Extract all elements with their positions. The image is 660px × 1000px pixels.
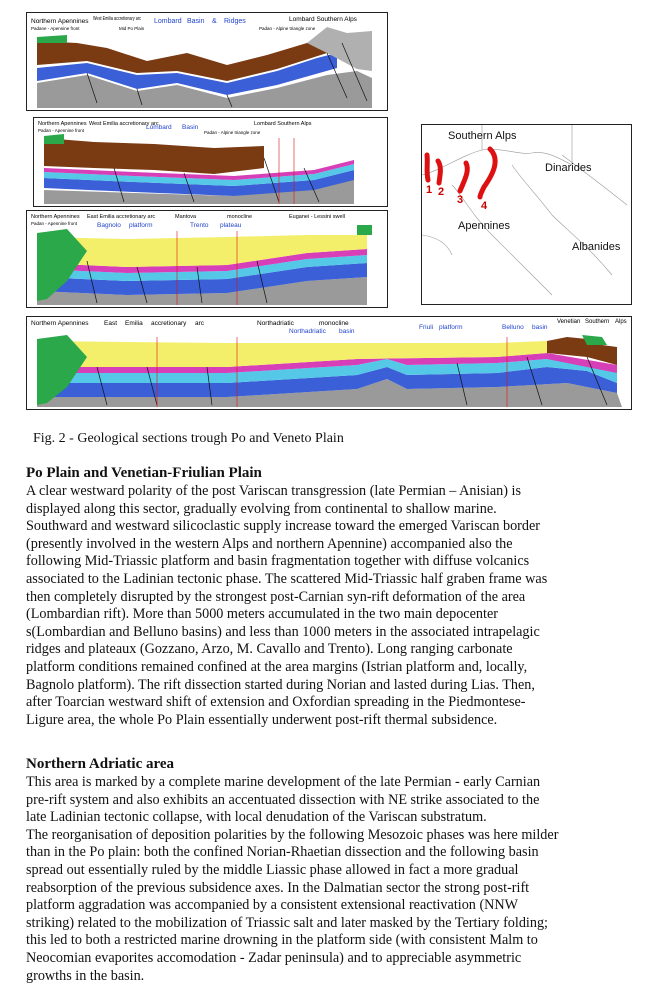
text-line: ridges and plateaux (Gozzano, Arzo, M. Cavallo and Trento). Long ranging carbonate bbox=[26, 641, 513, 658]
section1-label-5: Ridges bbox=[224, 18, 246, 25]
section1-label-1: West Emilia accretionary arc bbox=[93, 16, 142, 22]
section3-label-3: monocline bbox=[227, 214, 253, 220]
section3-label-4: Euganei - Lessini swell bbox=[289, 214, 345, 220]
section1-label-8: Mid Po Plain bbox=[119, 26, 145, 31]
map-section-number-4: 4 bbox=[481, 200, 488, 212]
map-section-number-1: 1 bbox=[426, 184, 433, 196]
section4-label-11: Belluno bbox=[502, 324, 524, 331]
section4-label-7: Northadriatic bbox=[289, 328, 326, 335]
adriatic-heading: Northern Adriatic area bbox=[26, 756, 175, 772]
text-line: Bagnolo platform). The rift dissection started during Norian and lasted during Lias. Then, bbox=[26, 676, 535, 693]
section4-label-1: East bbox=[104, 320, 118, 327]
section4-label-10: platform bbox=[439, 324, 463, 331]
map-section-number-2: 2 bbox=[438, 186, 445, 198]
section4-label-3: accretionary bbox=[151, 320, 187, 327]
section1-label-2: Lombard bbox=[154, 18, 182, 25]
geological-section-1 bbox=[26, 12, 388, 111]
section4-label-15: Alps bbox=[615, 319, 627, 325]
text-line: platform conditions remained confined at the area margins (Istrian platform and, locally, bbox=[26, 658, 528, 675]
section4-label-2: Emilia bbox=[125, 320, 143, 327]
section1-label-3: Basin bbox=[187, 18, 205, 25]
section1-label-0: Northern Apennines bbox=[31, 18, 89, 25]
section3-label-9: Padan - Apennine front bbox=[31, 221, 78, 226]
section2-label-6: Padan - Alpine triangle zone bbox=[204, 130, 261, 135]
text-line: striking) related to the mobilization of Triassic salt and later masked by the Tertiary folding; bbox=[26, 914, 548, 931]
section4-label-9: Friuli bbox=[419, 324, 434, 331]
text-line: associated to the Ladinian tectonic phase. The scattered Mid-Triassic half graben frame was bbox=[26, 570, 548, 587]
text-line: spread out essentially ruled by the middle Liassic phase allowed in fact a more gradual bbox=[26, 861, 519, 878]
section1-label-4: & bbox=[212, 18, 217, 25]
section2-label-2: Lombard bbox=[146, 124, 172, 131]
section3-label-7: Trento bbox=[190, 222, 209, 229]
text-line: A clear westward polarity of the post Variscan transgression (late Permian – Anisian) is bbox=[26, 483, 521, 499]
text-line: then completely disrupted by the strongest post-Carnian syn-rift deformation of the area bbox=[26, 588, 526, 605]
section4-label-14: Southern bbox=[585, 319, 610, 325]
location-map bbox=[421, 124, 632, 305]
geological-section-4 bbox=[26, 316, 632, 410]
text-line: displayed along this sector, gradually evolving from continental to shallow marine. bbox=[26, 500, 497, 517]
map-region-southern-alps: Southern Alps bbox=[448, 130, 517, 142]
po-plain-heading: Po Plain and Venetian-Friulian Plain bbox=[26, 465, 262, 481]
section4-label-12: basin bbox=[532, 324, 548, 331]
section4-label-0: Northern Apennines bbox=[31, 320, 89, 327]
text-line: This area is marked by a complete marine development of the late Permian - early Carnian bbox=[26, 774, 541, 790]
section4-label-8: basin bbox=[339, 328, 355, 335]
text-line: Neocomian evaporites accomodation - Zadar peninsula) and to appreciable asymmetric bbox=[26, 949, 522, 966]
geological-section-2 bbox=[33, 117, 388, 207]
text-line: Ligure area, the whole Po Plain essentially underwent post-rift thermal subsidence. bbox=[26, 711, 498, 728]
section2-label-5: Padan - Apennine front bbox=[38, 128, 85, 133]
section4-label-6: monocline bbox=[319, 320, 349, 327]
text-line: Southward and westward silicoclastic supply increase toward the emerged Variscan border bbox=[26, 518, 541, 535]
text-line: late Ladinian tectonic collapse, with local denudation of the Variscan substratum. bbox=[26, 809, 487, 826]
text-line: reabsorption of the previous subsidence axes. In the Dalmatian sector the strong post-rift bbox=[26, 879, 530, 896]
text-line: (Lombardian rift). More than 5000 meters accumulated in the two main depocenter bbox=[26, 606, 498, 623]
text-line: than in the Po plain: both the confined Norian-Rhaetian dissection and the following basin bbox=[26, 844, 539, 861]
geological-section-3 bbox=[26, 210, 388, 308]
text-line: (presently involved in the western Alps and northern Apennine) accompanied also the bbox=[26, 535, 513, 552]
section3-label-5: Bagnolo bbox=[97, 222, 121, 229]
section3-label-1: East Emilia accretionary arc bbox=[87, 214, 156, 220]
map-region-dinarides: Dinarides bbox=[545, 162, 592, 174]
section3-label-8: plateau bbox=[220, 222, 242, 229]
text-line: growths in the basin. bbox=[26, 967, 145, 984]
section2-label-4: Lombard Southern Alps bbox=[254, 121, 312, 127]
section3-label-6: platform bbox=[129, 222, 153, 229]
map-region-apennines: Apennines bbox=[458, 220, 510, 232]
adriatic-paragraph bbox=[26, 774, 630, 985]
text-line: after Toarcian westward shift of extension and Oxfordian spreading in the Piedmontese- bbox=[26, 694, 526, 711]
section4-label-13: Venetian bbox=[557, 319, 581, 325]
section3-label-0: Northern Apennines bbox=[31, 214, 80, 220]
section1-label-7: Padane - Apennine front bbox=[31, 26, 80, 31]
section4-label-4: arc bbox=[195, 320, 205, 327]
section1-label-9: Padan - Alpine triangle zone bbox=[259, 26, 316, 31]
figure-caption: Fig. 2 - Geological sections trough Po and Veneto Plain bbox=[33, 431, 344, 446]
section2-label-1: West Emilia accretionary arc bbox=[89, 121, 159, 127]
po-plain-paragraph bbox=[26, 483, 630, 729]
text-line: pre-rift system and also exhibits an accentuated dissection with NE strike associated to the bbox=[26, 791, 540, 808]
text-line: platform aggradation was accompanied by a consistent extensional reactivation (NNW bbox=[26, 897, 519, 914]
text-line: this led to both a restricted marine drowning in the platform side (with consistent Malm to bbox=[26, 932, 538, 949]
text-line: following Mid-Triassic platform and basin fragmentation together with diffuse volcanics bbox=[26, 553, 530, 570]
section1-label-6: Lombard Southern Alps bbox=[289, 16, 357, 23]
text-line: The reorganisation of deposition polarities by the following Mesozoic phases was here milder bbox=[26, 826, 559, 843]
section2-label-0: Northern Apennines bbox=[38, 121, 87, 127]
map-region-albanides: Albanides bbox=[572, 241, 621, 253]
text-line: s(Lombardian and Belluno basins) and less than 1000 meters in the associated intrapelagic bbox=[26, 623, 540, 640]
section3-label-2: Mantova bbox=[175, 214, 197, 220]
section2-label-3: Basin bbox=[182, 124, 199, 131]
map-section-number-3: 3 bbox=[457, 194, 464, 206]
section4-label-5: Northadriatic bbox=[257, 320, 294, 327]
